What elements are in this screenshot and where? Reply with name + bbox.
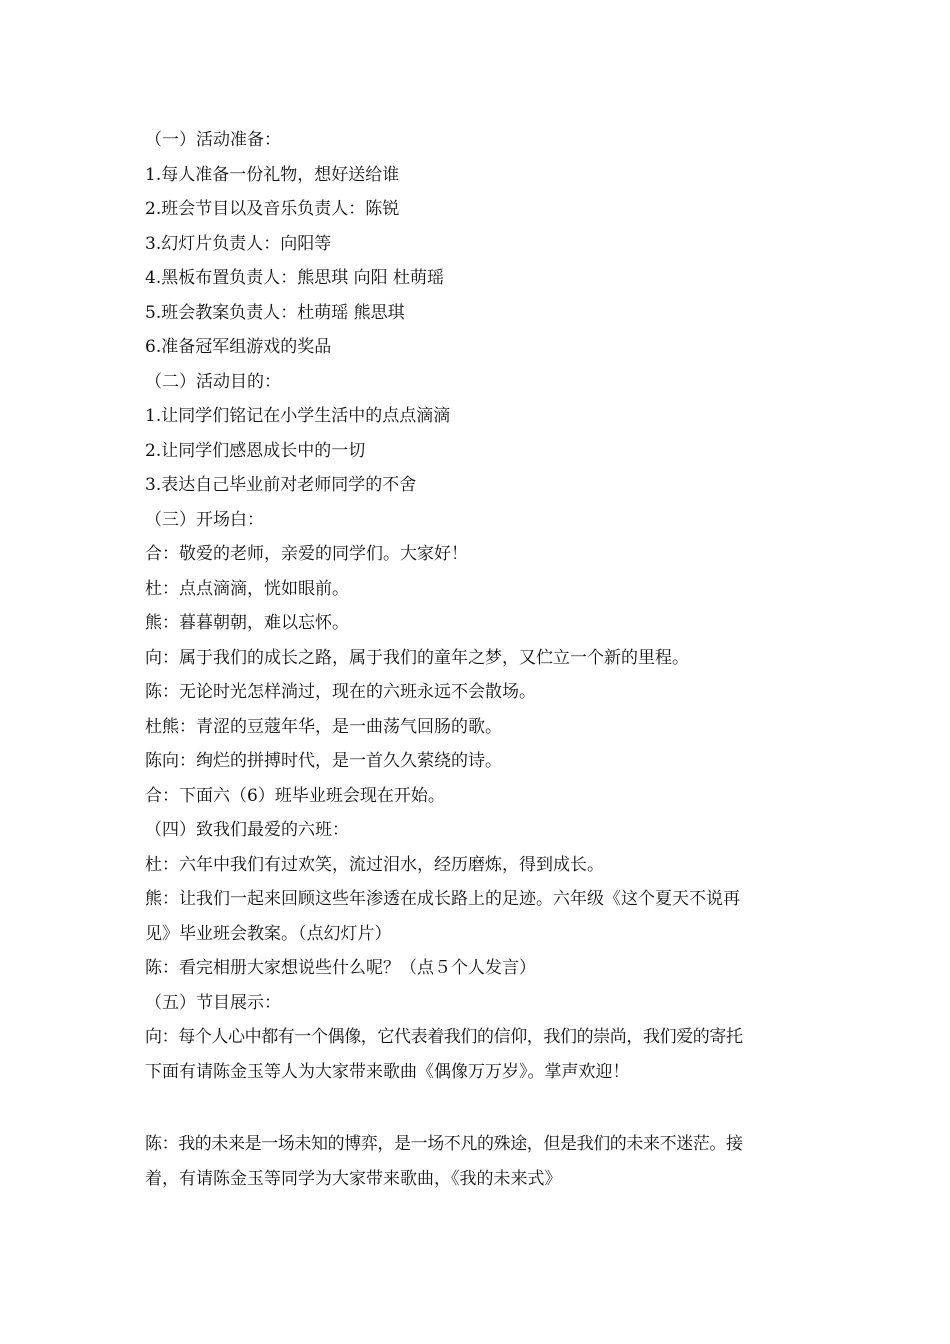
text-line: 杜：六年中我们有过欢笑，流过泪水，经历磨炼，得到成长。	[145, 854, 604, 875]
text-line: 陈向：绚烂的拼搏时代，是一首久久萦绕的诗。	[145, 751, 502, 771]
text-line: 1.让同学们铭记在小学生活中的点点滴滴	[145, 406, 451, 426]
text-line: 杜熊：青涩的豆蔻年华，是一曲荡气回肠的歌。	[145, 716, 502, 737]
text-line: 3.幻灯片负责人：向阳等	[145, 233, 332, 254]
text-line: 陈：我的未来是一场未知的博弈，是一场不凡的殊途，但是我们的未来不迷茫。接	[145, 1134, 743, 1154]
section-heading-opening: （三）开场白：	[145, 509, 264, 530]
text-line: 合：下面六（6）班毕业班会现在开始。	[145, 785, 445, 806]
blank-line	[145, 1089, 815, 1127]
text-line: 下面有请陈金玉等人为大家带来歌曲《偶像万万岁》。掌声欢迎！	[145, 1061, 630, 1082]
text-line: 5.班会教案负责人：杜萌瑶 熊思琪	[145, 302, 405, 323]
text-line: 陈：看完相册大家想说些什么呢？（点５个人发言）	[145, 958, 536, 978]
text-line: 熊：暮暮朝朝，难以忘怀。	[145, 613, 349, 633]
text-line: 2.班会节目以及音乐负责人：陈锐	[145, 199, 400, 219]
text-line: 合：敬爱的老师，亲爱的同学们。大家好！	[145, 544, 468, 564]
text-line: 3.表达自己毕业前对老师同学的不舍	[145, 475, 417, 495]
text-line: 见》毕业班会教案。（点幻灯片）	[145, 923, 392, 944]
text-line: 4.黑板布置负责人：熊思琪 向阳 杜萌瑶	[145, 268, 445, 288]
section-heading-preparation: （一）活动准备：	[145, 130, 281, 150]
text-line: 6.准备冠军组游戏的奖品	[145, 337, 332, 357]
text-line: 2.让同学们感恩成长中的一切	[145, 440, 366, 461]
text-line: 杜：点点滴滴，恍如眼前。	[145, 578, 349, 599]
text-line: 陈：无论时光怎样淌过，现在的六班永远不会散场。	[145, 682, 536, 702]
text-line: 向：每个人心中都有一个偶像，它代表着我们的信仰，我们的崇尚，我们爱的寄托	[145, 1027, 743, 1047]
text-line: 熊：让我们一起来回顾这些年渗透在成长路上的足迹。六年级《这个夏天不说再	[145, 889, 740, 909]
section-heading-purpose: （二）活动目的：	[145, 371, 281, 392]
text-line: 1.每人准备一份礼物，想好送给谁	[145, 164, 400, 185]
text-line: 着，有请陈金玉等同学为大家带来歌曲，《我的未来式》	[145, 1168, 562, 1189]
text-line: 向：属于我们的成长之路，属于我们的童年之梦，又伫立一个新的里程。	[145, 647, 689, 668]
document-body	[145, 123, 815, 1196]
section-heading-class: （四）致我们最爱的六班：	[145, 820, 349, 840]
section-heading-program: （五）节目展示：	[145, 992, 281, 1013]
